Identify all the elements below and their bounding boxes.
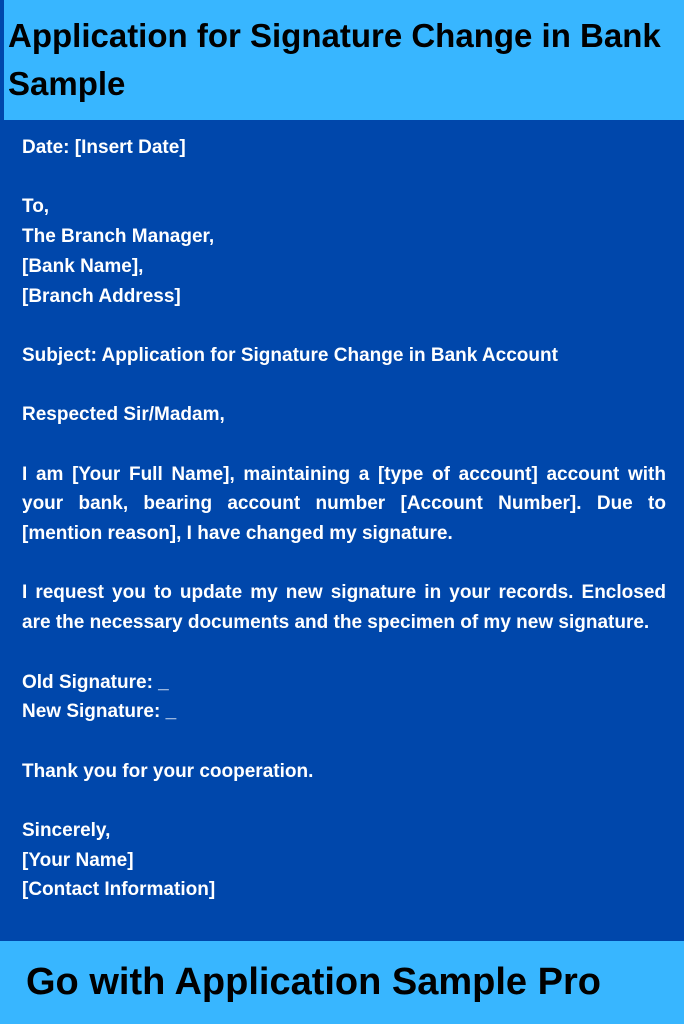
- letter-closing: [22, 816, 666, 905]
- footer-banner: [0, 941, 684, 1024]
- closing-line: [Contact Information]: [22, 879, 216, 901]
- address-line: To,: [22, 196, 50, 218]
- letter-salutation: Respected Sir/Madam,: [22, 404, 225, 426]
- old-signature-field: Old Signature: _: [22, 671, 169, 693]
- letter-subject: Subject: Application for Signature Change in Bank Account: [22, 344, 558, 366]
- letter-body: [22, 133, 666, 905]
- letter-paragraph-1: I am [Your Full Name], maintaining a [type of account] account with your bank, bearing account number [Account Number]. Due to [mention reason], I have changed my signature.: [22, 463, 666, 545]
- title-banner: [0, 0, 684, 120]
- address-line: The Branch Manager,: [22, 226, 215, 248]
- letter-paragraph-2: I request you to update my new signature in your records. Enclosed are the necessary documents and the specimen of my new signature.: [22, 582, 666, 634]
- letter-thanks: Thank you for your cooperation.: [22, 760, 314, 782]
- address-line: [Bank Name],: [22, 255, 144, 277]
- page-title: Application for Signature Change in Bank Sample: [8, 17, 661, 102]
- signature-fields: [22, 668, 666, 727]
- footer-cta: Go with Application Sample Pro: [26, 961, 601, 1003]
- recipient-address: [22, 192, 666, 311]
- letter-date: Date: [Insert Date]: [22, 137, 186, 158]
- address-line: [Branch Address]: [22, 285, 181, 307]
- new-signature-field: New Signature: _: [22, 701, 177, 723]
- closing-line: [Your Name]: [22, 849, 134, 871]
- closing-line: Sincerely,: [22, 820, 111, 842]
